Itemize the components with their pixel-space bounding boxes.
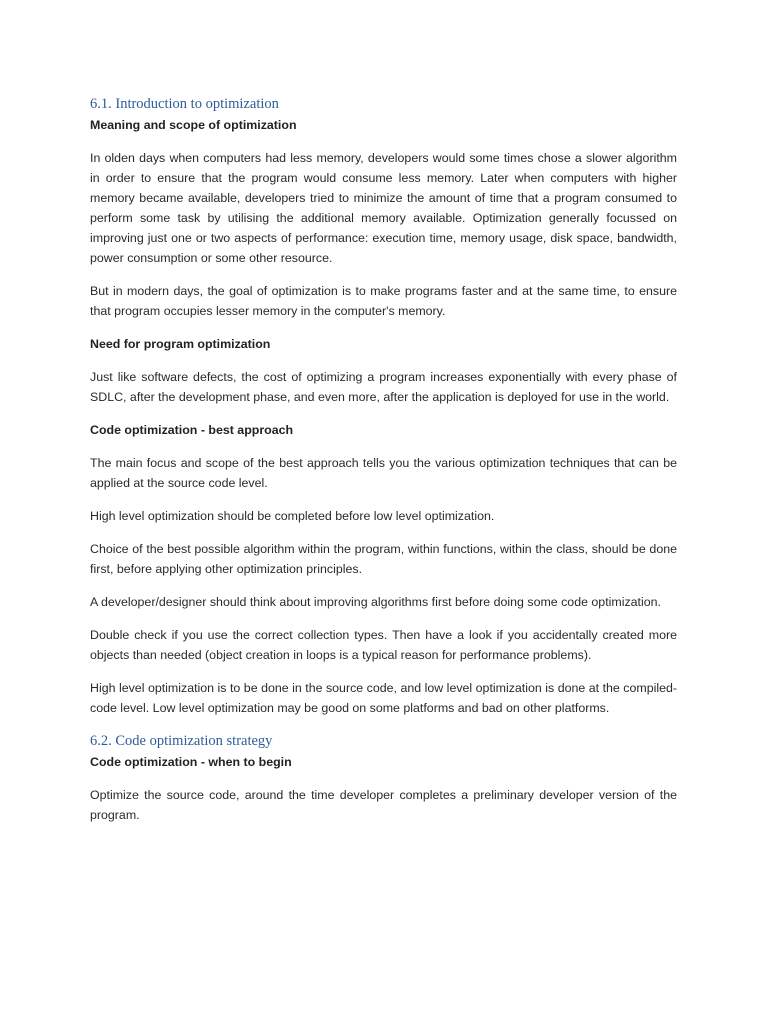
section-title-intro: 6.1. Introduction to optimization xyxy=(90,96,279,112)
paragraph-collection-types: Double check if you use the correct collection types. Then have a look if you accidentally created more objects than needed (object creation in loops is a typical reason for performance problems). xyxy=(90,628,677,662)
subheading-meaning-scope: Meaning and scope of optimization xyxy=(90,118,297,132)
subheading-best-approach: Code optimization - best approach xyxy=(90,423,294,437)
document-page xyxy=(90,94,677,825)
paragraph-developer-designer: A developer/designer should think about improving algorithms first before doing some code optimization. xyxy=(90,595,661,609)
subheading-need-optimization: Need for program optimization xyxy=(90,337,271,351)
paragraph-olden-days: In olden days when computers had less memory, developers would some times chose a slower algorithm in order to ensure that the program would consume less memory. Later when computers with higher memory became available, developers tried to minimize the amount of time that a program consumed to perform some task by utilising the additional memory available. Optimization generally focussed on improving just one or two aspects of performance: execution time, memory usage, disk space, bandwidth, power consumption or some other resource. xyxy=(90,151,677,265)
paragraph-best-algorithm: Choice of the best possible algorithm within the program, within functions, within the class, should be done first, before applying other optimization principles. xyxy=(90,542,677,576)
paragraph-software-defects: Just like software defects, the cost of optimizing a program increases exponentially with every phase of SDLC, after the development phase, and even more, after the application is deployed for use in the world. xyxy=(90,370,677,404)
paragraph-high-before-low: High level optimization should be completed before low level optimization. xyxy=(90,509,495,523)
paragraph-main-focus: The main focus and scope of the best approach tells you the various optimization techniques that can be applied at the source code level. xyxy=(90,456,677,490)
subheading-when-to-begin: Code optimization - when to begin xyxy=(90,755,292,769)
paragraph-optimize-source: Optimize the source code, around the time developer completes a preliminary developer version of the program. xyxy=(90,788,677,822)
section-title-strategy: 6.2. Code optimization strategy xyxy=(90,733,273,749)
paragraph-high-low-level: High level optimization is to be done in the source code, and low level optimization is done at the compiled-code level. Low level optimization may be good on some platforms and bad on other platforms. xyxy=(90,681,677,715)
paragraph-modern-days: But in modern days, the goal of optimization is to make programs faster and at the same time, to ensure that program occupies lesser memory in the computer's memory. xyxy=(90,284,677,318)
